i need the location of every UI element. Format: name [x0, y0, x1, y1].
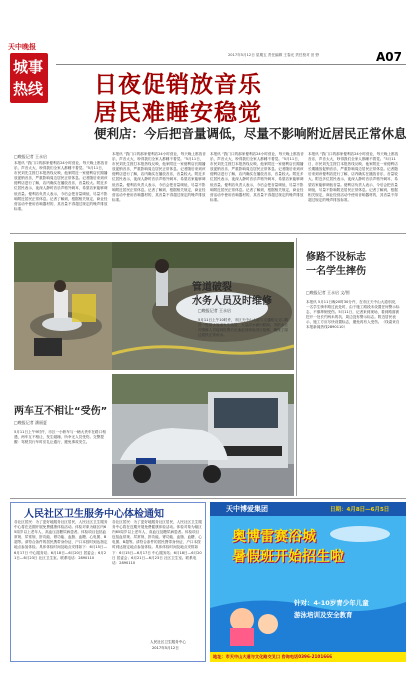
section-line1: 城事: [13, 58, 44, 76]
road-body: 本报讯 5月11日晚20时30分许，在市区天中山大道东段，一名学生骑车路过此处时，由于施工路段未设置任何警示标志，不慎摔倒受伤。5月11日，记者来到现场，看到路面被挖开一处长约两米的坑，周边没有警示标志。附近居民表示，施工方应尽快设置标志，避免再有人受伤。（线索来自本报新闻热线2890110）: [306, 300, 400, 330]
ad-title-line2: 暑假班开始招生啦: [232, 549, 344, 565]
section-label: [6, 40, 50, 106]
ad-footer: 地址：市天中山大道与文化路交叉口 咨询电话0396-2101666: [213, 654, 332, 659]
date-info: 2017年5月12日 星期五 责任编辑 王春光 责任校对 田 野: [228, 53, 320, 57]
notice-title: 人民社区卫生服务中心体检通知: [24, 509, 164, 520]
swim-ad: [210, 502, 406, 662]
lead-body-col4: 本报讯 “我门口的那家便利店24小时营业，每天晚上都放音乐，声音太大，吵得我们全家人都睡不着觉。”5月11日，市民刘先生拨打本报热线反映，他家附近一家便利店长期播放促销音乐，严重影响周边居民正常休息。记者随后来到该便利店进行了解，店内确实在播放音乐，音量较大。附近多位居民表示，夜深人静时音乐声格外刺耳，希望店家能够调低音量。便利店负责人表示，今后会把音量调低，尽量不影响附近居民正常休息。记者了解到，根据相关规定，商业经营活动中使用音响器材的，其音量不得超过规定的噪声排放标准。: [308, 152, 399, 202]
ad-logo: 天中博爱集团: [226, 505, 268, 513]
section-line2: 热线: [13, 80, 44, 98]
road-byline: □晚报记者 王永启 文/图: [306, 290, 350, 295]
crash-title: 两车互不相让“受伤”: [14, 406, 108, 417]
lead-body-col1: 本报讯 “我门口的那家便利店24小时营业，每天晚上都放音乐，声音太大，吵得我们全家人都睡不着觉。”5月11日，市民刘先生拨打本报热线反映，他家附近一家便利店长期播放促销音乐，严重影响周边居民正常休息。记者随后来到该便利店进行了解，店内确实在播放音乐，音量较大。附近多位居民表示，夜深人静时音乐声格外刺耳，希望店家能够调低音量。便利店负责人表示，今后会把音量调低，尽量不影响附近居民正常休息。记者了解到，根据相关规定，商业经营活动中使用音响器材的，其音量不得超过规定的噪声排放标准。: [14, 161, 108, 211]
lead-title-line1: 日夜促销放音乐: [94, 72, 262, 98]
notice-signer: 人民社区卫生服务中心: [150, 640, 186, 644]
road-title-line1: 修路不设标志: [306, 252, 366, 263]
crash-photo: [112, 374, 294, 496]
ad-line2: 游泳培训及安全教育: [294, 611, 353, 619]
water-caption: 5月11日上午10时许，市区天中山大道与交通路交叉口附近一处供水管道发生破裂，大量清水涌出路面。市供水公司维修人员接到报警后迅速赶到现场进行抢修，确保了周边居民正常用水。: [198, 318, 289, 338]
lead-body-col2: 本报讯 “我门口的那家便利店24小时营业，每天晚上都放音乐，声音太大，吵得我们全家人都睡不着觉。”5月11日，市民刘先生拨打本报热线反映，他家附近一家便利店长期播放促销音乐，严重影响周边居民正常休息。记者随后来到该便利店进行了解，店内确实在播放音乐，音量较大。附近多位居民表示，夜深人静时音乐声格外刺耳，希望店家能够调低音量。便利店负责人表示，今后会把音量调低，尽量不影响附近居民正常休息。记者了解到，根据相关规定，商业经营活动中使用音响器材的，其音量不得超过规定的噪声排放标准。: [112, 152, 206, 202]
water-title-line2: 水务人员及时维修: [192, 296, 272, 307]
lead-title-line2: 居民难睡安稳觉: [94, 100, 262, 126]
lead-body-col3: 本报讯 “我门口的那家便利店24小时营业，每天晚上都放音乐，声音太大，吵得我们全家人都睡不着觉。”5月11日，市民刘先生拨打本报热线反映，他家附近一家便利店长期播放促销音乐，严重影响周边居民正常休息。记者随后来到该便利店进行了解，店内确实在播放音乐，音量较大。附近多位居民表示，夜深人静时音乐声格外刺耳，希望店家能够调低音量。便利店负责人表示，今后会把音量调低，尽量不影响附近居民正常休息。记者了解到，根据相关规定，商业经营活动中使用音响器材的，其音量不得超过规定的噪声排放标准。: [210, 152, 304, 202]
road-title-line2: 一名学生摔伤: [306, 266, 366, 277]
notice-date: 2017年5月12日: [152, 646, 179, 650]
notice-body-col2: 各社区居民：为了更好地服务社区居民，人民社区卫生服务中心将在近期开展免费健康体检活动。体检对象为辖区内65周岁以上老年人、高血压及糖尿病患者。体检项目包括血常规、尿常规、肝功能、肾功能、血脂、血糖、心电图、B超等。请符合条件的居民携带身份证、户口本按时到达指定地点参加体检。具体体检时间及地点安排如下：6月15日—6月17日 中心服务站；6月18日—6月20日 居委会；6月21日—6月23日 社区卫生室。联系电话：2890110: [112, 520, 202, 565]
ad-title-line1: 奥博雷赛浴城: [232, 529, 316, 545]
paper-name: 天中晚报: [8, 43, 36, 51]
water-title-line1: 管道破裂: [192, 282, 232, 293]
lead-byline: □晚报记者 王永启: [14, 154, 48, 159]
water-byline: □晚报记者 王永启: [198, 308, 232, 313]
water-pipe-photo: [14, 242, 112, 370]
page-number: A07: [376, 50, 402, 64]
ad-dates: 日期：4月8日—6月5日: [330, 507, 390, 513]
crash-byline: □晚报记者 潘丽夏: [14, 420, 48, 425]
crash-body: 5月11日上午9时许，市区一小轿车与一辆大货车在路口相遇，两车互不相让，发生碰撞，所幸无人员受伤。交警提醒：驾驶员行车时应礼让通行，避免事故发生。: [14, 430, 106, 445]
notice-body-col1: 各社区居民：为了更好地服务社区居民，人民社区卫生服务中心将在近期开展免费健康体检活动。体检对象为辖区内65周岁以上老年人、高血压及糖尿病患者。体检项目包括血常规、尿常规、肝功能、肾功能、血脂、血糖、心电图、B超等。请符合条件的居民携带身份证、户口本按时到达指定地点参加体检。具体体检时间及地点安排如下：6月15日—6月17日 中心服务站；6月18日—6月20日 居委会；6月21日—6月23日 社区卫生室。联系电话：2890110: [14, 520, 108, 560]
lead-subtitle: 便利店：今后把音量调低，尽量不影响附近居民正常休息: [94, 126, 407, 141]
ad-line1: 针对：4-10岁青少年儿童: [294, 599, 369, 607]
